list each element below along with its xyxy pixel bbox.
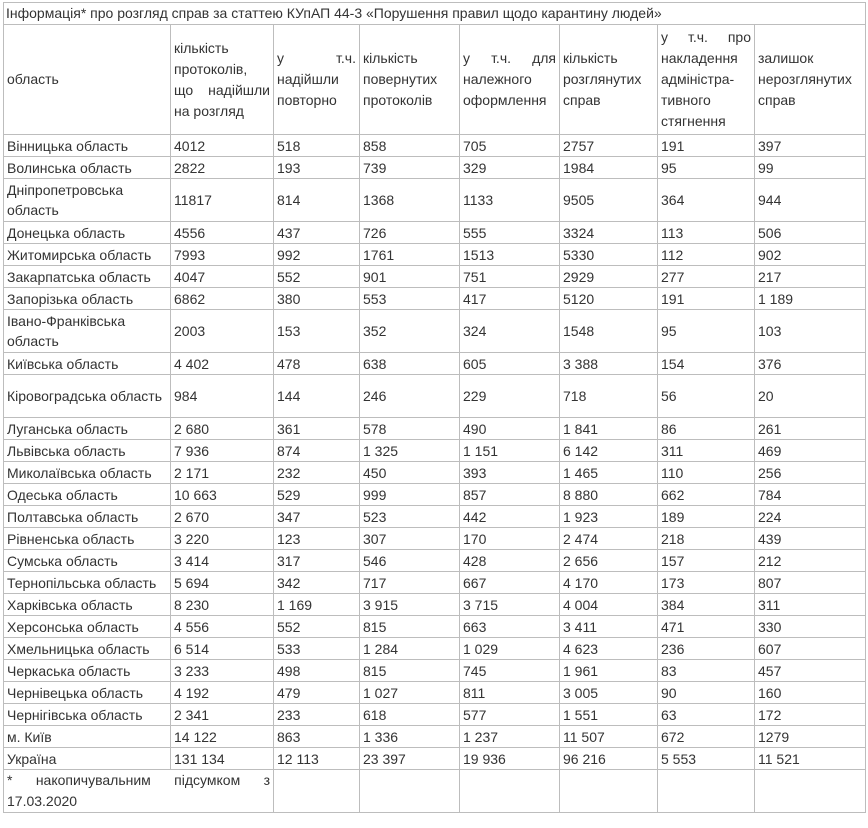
empty-cell: [460, 770, 560, 813]
table-row: [4, 748, 866, 770]
region-cell: Луганська область: [4, 418, 171, 440]
table-row: [4, 550, 866, 572]
value-cell: 1 169: [274, 594, 360, 616]
value-cell: 347: [274, 506, 360, 528]
value-cell: 479: [274, 682, 360, 704]
header-remaining-line: справ: [758, 92, 796, 108]
value-cell: 317: [274, 550, 360, 572]
header-proper-line: належного: [463, 71, 532, 87]
value-cell: 529: [274, 484, 360, 506]
value-cell: 605: [460, 353, 560, 375]
value-cell: 246: [360, 375, 460, 418]
value-cell: 607: [755, 638, 866, 660]
value-cell: 193: [274, 157, 360, 179]
header-considered: [560, 25, 658, 135]
value-cell: 20: [755, 375, 866, 418]
value-cell: 1 325: [360, 440, 460, 462]
footnote-date: 17.03.2020: [7, 793, 78, 809]
table-row: [4, 682, 866, 704]
value-cell: 999: [360, 484, 460, 506]
value-cell: 261: [755, 418, 866, 440]
value-cell: 718: [560, 375, 658, 418]
header-proper: [460, 25, 560, 135]
footnote-line: * накопичувальним підсумком з: [7, 772, 270, 788]
header-remaining: [755, 25, 866, 135]
value-cell: 1133: [460, 179, 560, 222]
value-cell: 815: [360, 616, 460, 638]
value-cell: 189: [658, 506, 755, 528]
value-cell: 352: [360, 310, 460, 353]
value-cell: 3 388: [560, 353, 658, 375]
value-cell: 902: [755, 244, 866, 266]
header-considered-line: розглянутих: [563, 71, 642, 87]
value-cell: 96 216: [560, 748, 658, 770]
table-row: [4, 244, 866, 266]
table-row: [4, 157, 866, 179]
value-cell: 857: [460, 484, 560, 506]
value-cell: 523: [360, 506, 460, 528]
header-penalty-line: стягнення: [661, 113, 726, 129]
header-considered-line: кількість: [563, 50, 618, 66]
value-cell: 5 553: [658, 748, 755, 770]
value-cell: 944: [755, 179, 866, 222]
value-cell: 376: [755, 353, 866, 375]
value-cell: 457: [755, 660, 866, 682]
header-protocols-line: на розгляд: [174, 102, 244, 119]
value-cell: 662: [658, 484, 755, 506]
value-cell: 95: [658, 310, 755, 353]
value-cell: 23 397: [360, 748, 460, 770]
value-cell: 6 514: [171, 638, 274, 660]
value-cell: 437: [274, 222, 360, 244]
value-cell: 555: [460, 222, 560, 244]
region-cell: Тернопільська область: [4, 572, 171, 594]
value-cell: 224: [755, 506, 866, 528]
header-considered-line: справ: [563, 92, 601, 108]
empty-cell: [658, 770, 755, 813]
header-penalty: [658, 25, 755, 135]
value-cell: 160: [755, 682, 866, 704]
table-caption: Інформація* про розгляд справ за статтею КУпАП 44-3 «Порушення правил щодо карантину людей»: [4, 3, 866, 25]
value-cell: 229: [460, 375, 560, 418]
header-repeat-line: надійшли: [277, 71, 339, 87]
value-cell: 1984: [560, 157, 658, 179]
value-cell: 1761: [360, 244, 460, 266]
value-cell: 232: [274, 462, 360, 484]
region-cell: Сумська область: [4, 550, 171, 572]
value-cell: 56: [658, 375, 755, 418]
value-cell: 218: [658, 528, 755, 550]
value-cell: 553: [360, 288, 460, 310]
value-cell: 10 663: [171, 484, 274, 506]
value-cell: 172: [755, 704, 866, 726]
value-cell: 173: [658, 572, 755, 594]
value-cell: 3 005: [560, 682, 658, 704]
region-cell: Донецька область: [4, 222, 171, 244]
header-penalty-line: у т.ч. про: [661, 29, 751, 45]
value-cell: 256: [755, 462, 866, 484]
value-cell: 533: [274, 638, 360, 660]
value-cell: 3 233: [171, 660, 274, 682]
value-cell: 439: [755, 528, 866, 550]
value-cell: 5330: [560, 244, 658, 266]
header-proper-line: у т.ч. для: [463, 50, 556, 66]
header-repeat: [274, 25, 360, 135]
region-cell: Волинська область: [4, 157, 171, 179]
table-row: [4, 462, 866, 484]
value-cell: 667: [460, 572, 560, 594]
value-cell: 1 151: [460, 440, 560, 462]
table-row: [4, 660, 866, 682]
region-cell: Одеська область: [4, 484, 171, 506]
region-cell: Вінницька область: [4, 135, 171, 157]
value-cell: 3 414: [171, 550, 274, 572]
value-cell: 863: [274, 726, 360, 748]
region-cell: Івано-Франківська область: [4, 310, 171, 353]
value-cell: 1 189: [755, 288, 866, 310]
value-cell: 380: [274, 288, 360, 310]
value-cell: 2 341: [171, 704, 274, 726]
region-cell: Херсонська область: [4, 616, 171, 638]
table-row: [4, 726, 866, 748]
value-cell: 6862: [171, 288, 274, 310]
region-cell: Харківська область: [4, 594, 171, 616]
region-cell: Миколаївська область: [4, 462, 171, 484]
region-cell: Рівненська область: [4, 528, 171, 550]
value-cell: 450: [360, 462, 460, 484]
value-cell: 2757: [560, 135, 658, 157]
value-cell: 3 220: [171, 528, 274, 550]
value-cell: 1 465: [560, 462, 658, 484]
value-cell: 858: [360, 135, 460, 157]
value-cell: 1 029: [460, 638, 560, 660]
table-row: [4, 418, 866, 440]
value-cell: 112: [658, 244, 755, 266]
header-returned-line: кількість: [363, 50, 418, 66]
value-cell: 191: [658, 288, 755, 310]
value-cell: 4 192: [171, 682, 274, 704]
table-row: [4, 638, 866, 660]
value-cell: 11817: [171, 179, 274, 222]
value-cell: 638: [360, 353, 460, 375]
value-cell: 1 336: [360, 726, 460, 748]
value-cell: 324: [460, 310, 560, 353]
table-row: [4, 616, 866, 638]
table-row: [4, 288, 866, 310]
value-cell: 63: [658, 704, 755, 726]
value-cell: 8 230: [171, 594, 274, 616]
value-cell: 815: [360, 660, 460, 682]
region-cell: Хмельницька область: [4, 638, 171, 660]
value-cell: 277: [658, 266, 755, 288]
value-cell: 3 915: [360, 594, 460, 616]
value-cell: 4556: [171, 222, 274, 244]
value-cell: 7993: [171, 244, 274, 266]
table-row: [4, 353, 866, 375]
value-cell: 397: [755, 135, 866, 157]
empty-cell: [560, 770, 658, 813]
value-cell: 329: [460, 157, 560, 179]
table-row: [4, 222, 866, 244]
region-cell: Львівська область: [4, 440, 171, 462]
value-cell: 95: [658, 157, 755, 179]
value-cell: 157: [658, 550, 755, 572]
table-row: [4, 375, 866, 418]
value-cell: 12 113: [274, 748, 360, 770]
header-protocols-line: кількість: [174, 39, 229, 56]
region-cell: Чернівецька область: [4, 682, 171, 704]
value-cell: 233: [274, 704, 360, 726]
value-cell: 745: [460, 660, 560, 682]
value-cell: 5 694: [171, 572, 274, 594]
value-cell: 518: [274, 135, 360, 157]
value-cell: 2 171: [171, 462, 274, 484]
value-cell: 170: [460, 528, 560, 550]
value-cell: 705: [460, 135, 560, 157]
value-cell: 811: [460, 682, 560, 704]
quarantine-cases-table: [3, 2, 866, 813]
value-cell: 1 237: [460, 726, 560, 748]
value-cell: 4 556: [171, 616, 274, 638]
value-cell: 807: [755, 572, 866, 594]
value-cell: 490: [460, 418, 560, 440]
value-cell: 1368: [360, 179, 460, 222]
value-cell: 471: [658, 616, 755, 638]
region-cell: Україна: [4, 748, 171, 770]
value-cell: 469: [755, 440, 866, 462]
value-cell: 212: [755, 550, 866, 572]
value-cell: 1 284: [360, 638, 460, 660]
value-cell: 8 880: [560, 484, 658, 506]
region-cell: Кіровоградська область: [4, 375, 171, 418]
value-cell: 2 670: [171, 506, 274, 528]
value-cell: 726: [360, 222, 460, 244]
value-cell: 144: [274, 375, 360, 418]
value-cell: 11 507: [560, 726, 658, 748]
header-penalty-line: тивного: [661, 92, 711, 108]
value-cell: 342: [274, 572, 360, 594]
value-cell: 154: [658, 353, 755, 375]
value-cell: 99: [755, 157, 866, 179]
value-cell: 4 402: [171, 353, 274, 375]
table-row: [4, 440, 866, 462]
value-cell: 2929: [560, 266, 658, 288]
value-cell: 4047: [171, 266, 274, 288]
value-cell: 90: [658, 682, 755, 704]
value-cell: 1 841: [560, 418, 658, 440]
region-cell: Чернігівська область: [4, 704, 171, 726]
value-cell: 2 656: [560, 550, 658, 572]
value-cell: 992: [274, 244, 360, 266]
value-cell: 672: [658, 726, 755, 748]
value-cell: 874: [274, 440, 360, 462]
empty-cell: [755, 770, 866, 813]
value-cell: 307: [360, 528, 460, 550]
value-cell: 751: [460, 266, 560, 288]
region-cell: Полтавська область: [4, 506, 171, 528]
value-cell: 663: [460, 616, 560, 638]
value-cell: 311: [658, 440, 755, 462]
value-cell: 578: [360, 418, 460, 440]
value-cell: 153: [274, 310, 360, 353]
header-returned: [360, 25, 460, 135]
value-cell: 618: [360, 704, 460, 726]
value-cell: 2822: [171, 157, 274, 179]
header-returned-line: протоколів: [363, 92, 433, 108]
value-cell: 2 680: [171, 418, 274, 440]
value-cell: 217: [755, 266, 866, 288]
value-cell: 4 170: [560, 572, 658, 594]
table-row: [4, 506, 866, 528]
footnote-row: [4, 770, 866, 813]
table-row: [4, 572, 866, 594]
value-cell: 814: [274, 179, 360, 222]
value-cell: 14 122: [171, 726, 274, 748]
value-cell: 113: [658, 222, 755, 244]
value-cell: 1 923: [560, 506, 658, 528]
header-repeat-line: повторно: [277, 92, 337, 108]
value-cell: 364: [658, 179, 755, 222]
header-protocols-line: що надійшли: [174, 81, 270, 98]
value-cell: 984: [171, 375, 274, 418]
table-row: [4, 484, 866, 506]
empty-cell: [274, 770, 360, 813]
value-cell: 5120: [560, 288, 658, 310]
value-cell: 83: [658, 660, 755, 682]
header-penalty-line: адміністра-: [661, 71, 735, 87]
footnote-cell: [4, 770, 274, 813]
value-cell: 236: [658, 638, 755, 660]
table-row: [4, 528, 866, 550]
value-cell: 901: [360, 266, 460, 288]
value-cell: 4 623: [560, 638, 658, 660]
table-row: [4, 266, 866, 288]
value-cell: 123: [274, 528, 360, 550]
value-cell: 1 961: [560, 660, 658, 682]
value-cell: 103: [755, 310, 866, 353]
region-cell: Дніпропетровська область: [4, 179, 171, 222]
header-penalty-line: накладення: [661, 50, 738, 66]
table-row: [4, 704, 866, 726]
table-row: [4, 594, 866, 616]
value-cell: 1 027: [360, 682, 460, 704]
value-cell: 784: [755, 484, 866, 506]
value-cell: 546: [360, 550, 460, 572]
value-cell: 577: [460, 704, 560, 726]
value-cell: 131 134: [171, 748, 274, 770]
header-repeat-line: у т.ч.: [277, 50, 356, 66]
value-cell: 1513: [460, 244, 560, 266]
header-region: область: [4, 25, 171, 135]
value-cell: 311: [755, 594, 866, 616]
value-cell: 9505: [560, 179, 658, 222]
value-cell: 442: [460, 506, 560, 528]
value-cell: 552: [274, 266, 360, 288]
value-cell: 384: [658, 594, 755, 616]
header-row: [4, 25, 866, 135]
value-cell: 498: [274, 660, 360, 682]
table-row: [4, 179, 866, 222]
value-cell: 428: [460, 550, 560, 572]
value-cell: 552: [274, 616, 360, 638]
header-remaining-line: залишок: [758, 50, 814, 66]
header-remaining-line: нерозглянутих: [758, 71, 852, 87]
value-cell: 7 936: [171, 440, 274, 462]
value-cell: 3324: [560, 222, 658, 244]
empty-cell: [360, 770, 460, 813]
value-cell: 86: [658, 418, 755, 440]
header-proper-line: оформлення: [463, 92, 547, 108]
value-cell: 3 715: [460, 594, 560, 616]
value-cell: 717: [360, 572, 460, 594]
value-cell: 6 142: [560, 440, 658, 462]
value-cell: 1548: [560, 310, 658, 353]
region-cell: Запорізька область: [4, 288, 171, 310]
value-cell: 361: [274, 418, 360, 440]
value-cell: 4 004: [560, 594, 658, 616]
value-cell: 506: [755, 222, 866, 244]
region-cell: Закарпатська область: [4, 266, 171, 288]
header-protocols-line: протоколів,: [174, 60, 248, 77]
header-protocols: [171, 25, 274, 135]
value-cell: 2 474: [560, 528, 658, 550]
value-cell: 478: [274, 353, 360, 375]
value-cell: 417: [460, 288, 560, 310]
region-cell: м. Київ: [4, 726, 171, 748]
value-cell: 19 936: [460, 748, 560, 770]
value-cell: 11 521: [755, 748, 866, 770]
header-returned-line: повернутих: [363, 71, 438, 87]
value-cell: 1 551: [560, 704, 658, 726]
value-cell: 4012: [171, 135, 274, 157]
table-row: [4, 310, 866, 353]
region-cell: Київська область: [4, 353, 171, 375]
value-cell: 191: [658, 135, 755, 157]
value-cell: 393: [460, 462, 560, 484]
table-row: [4, 135, 866, 157]
value-cell: 330: [755, 616, 866, 638]
value-cell: 3 411: [560, 616, 658, 638]
region-cell: Черкаська область: [4, 660, 171, 682]
value-cell: 1279: [755, 726, 866, 748]
value-cell: 2003: [171, 310, 274, 353]
value-cell: 110: [658, 462, 755, 484]
value-cell: 739: [360, 157, 460, 179]
region-cell: Житомирська область: [4, 244, 171, 266]
